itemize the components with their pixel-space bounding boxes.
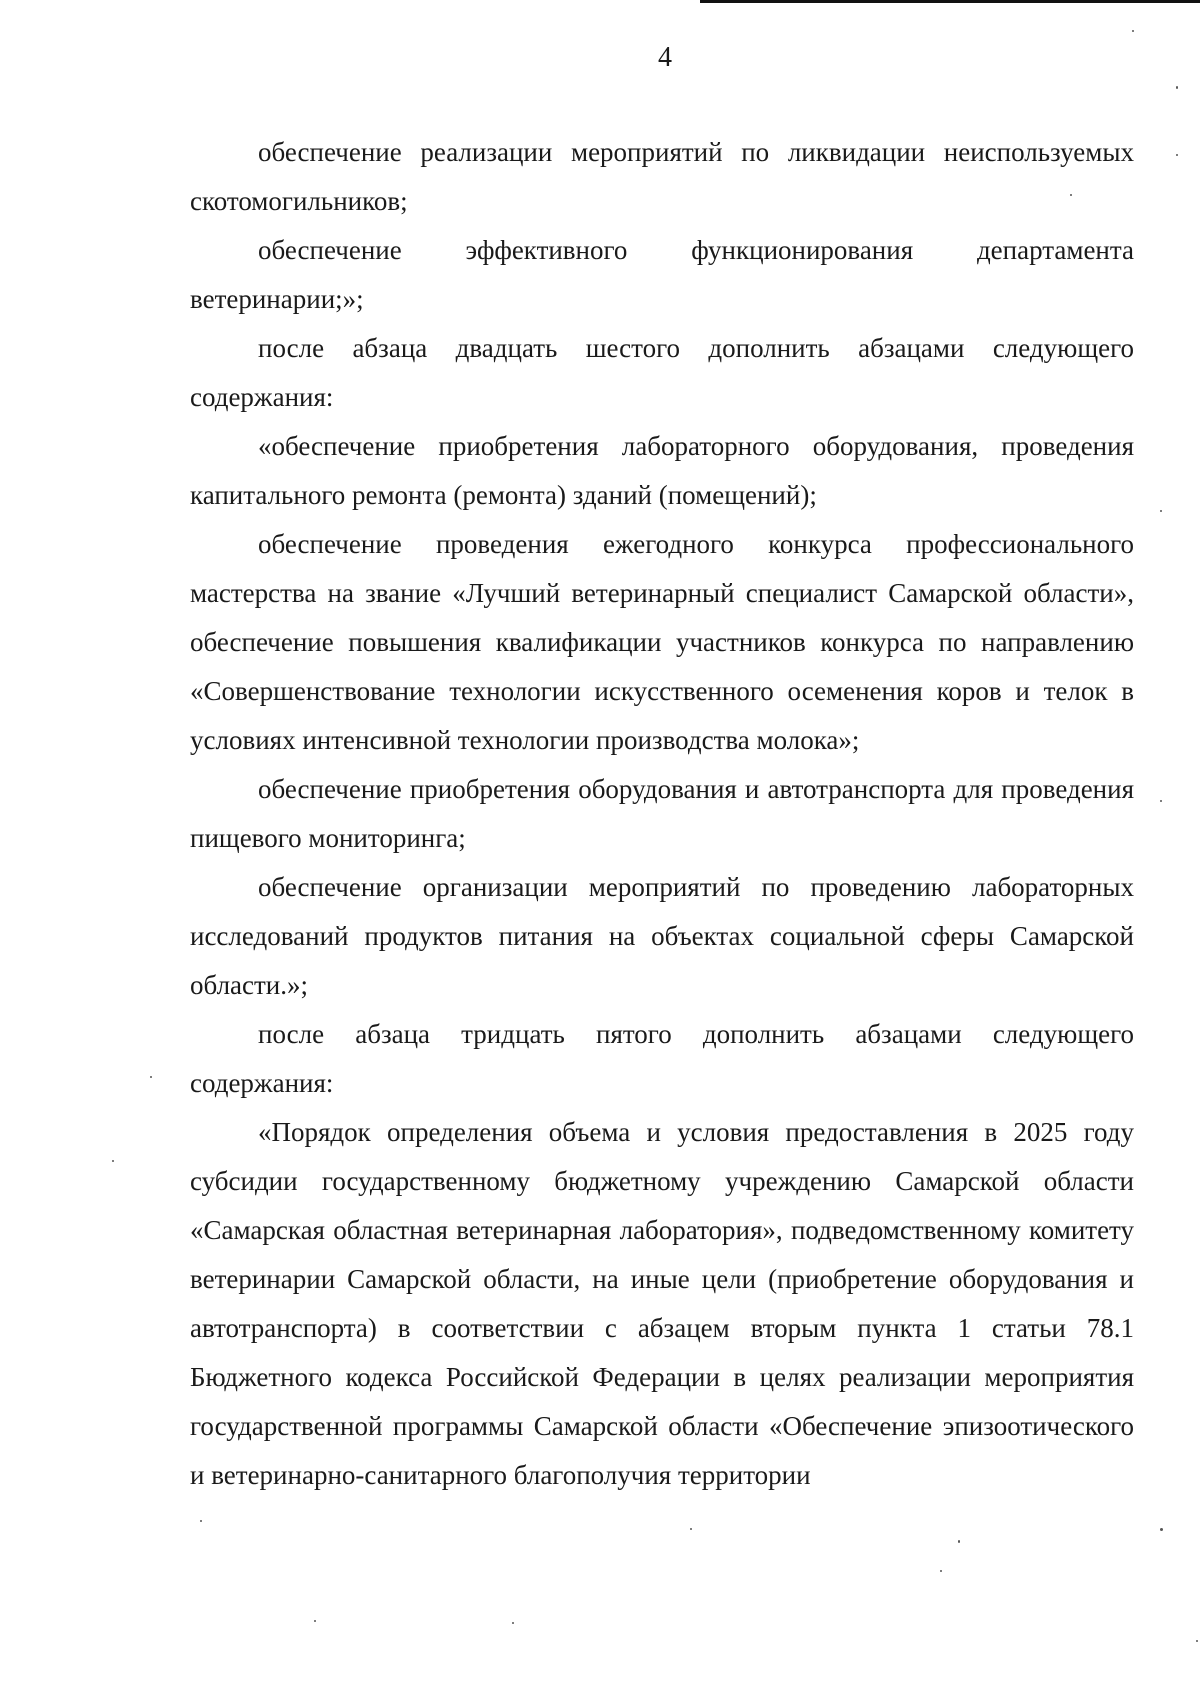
scan-speck — [940, 1570, 942, 1572]
top-border-line — [700, 0, 1200, 3]
paragraph-6: обеспечение приобретения оборудования и автотранспорта для проведения пищевого мониторинга; — [190, 774, 1134, 853]
paragraph-8: после абзаца тридцать пятого дополнить абзацами следующего содержания: — [190, 1019, 1134, 1098]
scan-speck — [958, 1540, 960, 1543]
paragraph-7: обеспечение организации мероприятий по проведению лабораторных исследований продуктов питания на объектах социальной сферы Самарской области.»; — [190, 872, 1134, 1000]
paragraph-5: обеспечение проведения ежегодного конкурса профессионального мастерства на звание «Лучший ветеринарный специалист Самарской области», обеспечение повышения квалификации участников конкурса по направлению «Совершенствование технологии искусственного осеменения коров и телок в условиях интенсивной технологии производства молока»; — [190, 529, 1134, 755]
scan-speck — [690, 1528, 692, 1530]
scan-speck — [112, 1160, 114, 1162]
paragraph-9: «Порядок определения объема и условия предоставления в 2025 году субсидии государственному бюджетному учреждению Самарской области «Самарская областная ветеринарная лаборатория», подведомственному комитету ветеринарии Самарской области, на иные цели (приобретение оборудования и автотранспорта) в соответствии с абзацем вторым пункта 1 статьи 78.1 Бюджетного кодекса Российской Федерации в целях реализации мероприятия государственной программы Самарской области «Обеспечение эпизоотического и ветеринарно-санитарного благополучия территории — [190, 1117, 1134, 1490]
page-number: 4 — [658, 42, 672, 73]
scan-speck — [1132, 30, 1134, 32]
scan-speck — [1176, 154, 1178, 156]
paragraph-2: обеспечение эффективного функционирования департамента ветеринарии;»; — [190, 235, 1134, 314]
scan-speck — [1160, 1528, 1163, 1531]
scan-speck — [1070, 194, 1072, 196]
scan-speck — [1160, 800, 1162, 802]
scan-speck — [512, 1622, 514, 1624]
scan-speck — [314, 1620, 316, 1622]
scan-speck — [200, 1520, 202, 1522]
scan-speck — [1160, 510, 1162, 512]
scan-speck — [150, 1076, 152, 1078]
scan-speck — [1196, 1640, 1198, 1642]
paragraph-4: «обеспечение приобретения лабораторного оборудования, проведения капитального ремонта (ремонта) зданий (помещений); — [190, 431, 1134, 510]
scan-speck — [1176, 86, 1178, 89]
document-body — [190, 128, 1134, 1500]
paragraph-1: обеспечение реализации мероприятий по ликвидации неиспользуемых скотомогильников; — [190, 137, 1134, 216]
paragraph-3: после абзаца двадцать шестого дополнить абзацами следующего содержания: — [190, 333, 1134, 412]
